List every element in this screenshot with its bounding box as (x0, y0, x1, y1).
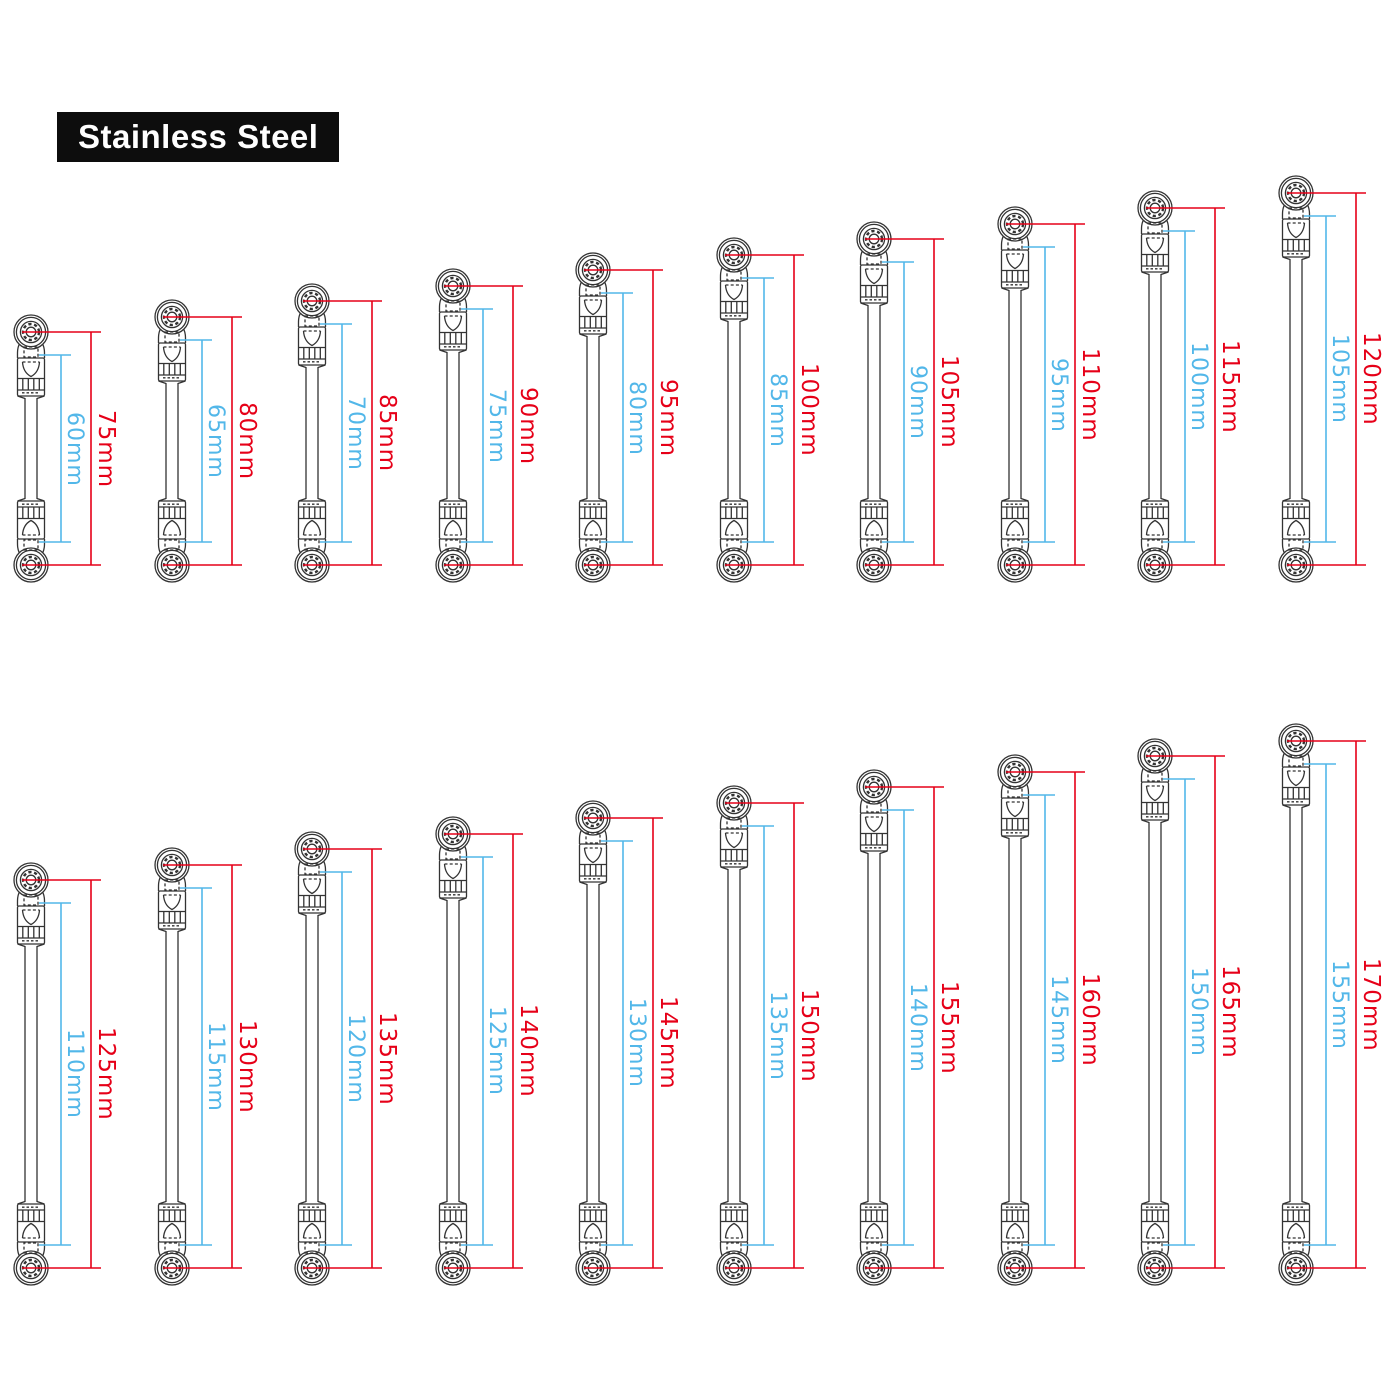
rod-linkage-drawing (282, 823, 392, 1294)
inner-length-label: 135mm (765, 991, 790, 1081)
linkage-linework (998, 755, 1032, 1285)
linkage-linework (1279, 176, 1313, 582)
inner-dimension-lines (180, 888, 212, 1245)
outer-dimension-lines (163, 317, 242, 565)
outer-dimension-lines (444, 834, 523, 1268)
inner-length-label: 80mm (624, 380, 649, 456)
inner-length-label: 145mm (1046, 975, 1071, 1065)
inner-length-label: 100mm (1186, 342, 1211, 432)
outer-length-label: 115mm (1217, 340, 1243, 434)
inner-length-label: 125mm (484, 1006, 509, 1096)
outer-length-label: 140mm (515, 1004, 541, 1098)
outer-length-label: 130mm (234, 1020, 260, 1114)
rod-linkage-drawing (282, 275, 392, 591)
outer-length-label: 100mm (796, 363, 822, 457)
rod-linkage-drawing (563, 244, 673, 591)
inner-dimension-lines (461, 857, 493, 1245)
inner-dimension-lines (39, 903, 71, 1245)
outer-dimension-lines (303, 301, 382, 565)
rod-linkage-drawing (1266, 715, 1376, 1294)
outer-dimension-lines (865, 239, 944, 565)
outer-dimension-lines (444, 286, 523, 565)
inner-dimension-lines (882, 810, 914, 1245)
outer-dimension-lines (584, 818, 663, 1268)
inner-length-label: 155mm (1327, 960, 1352, 1050)
rod-linkage-drawing (1, 854, 111, 1294)
inner-length-label: 65mm (203, 403, 228, 479)
outer-length-label: 135mm (374, 1012, 400, 1106)
linkage-linework (576, 801, 610, 1285)
outer-dimension-lines (163, 865, 242, 1268)
rod-linkage-drawing (1266, 167, 1376, 591)
outer-dimension-lines (584, 270, 663, 565)
inner-length-label: 110mm (62, 1029, 87, 1119)
inner-dimension-lines (180, 340, 212, 542)
linkage-linework (998, 207, 1032, 582)
inner-dimension-lines (1304, 764, 1336, 1245)
linkage-linework (295, 284, 329, 582)
title-badge: Stainless Steel (57, 112, 339, 162)
rod-linkage-drawing (563, 792, 673, 1294)
outer-length-label: 155mm (936, 981, 962, 1075)
rod-linkage-drawing (1, 306, 111, 591)
inner-dimension-lines (39, 355, 71, 542)
inner-length-label: 70mm (343, 395, 368, 471)
linkage-linework (857, 770, 891, 1285)
outer-dimension-lines (725, 803, 804, 1268)
rod-linkage-drawing (423, 808, 533, 1294)
outer-length-label: 160mm (1077, 973, 1103, 1067)
inner-dimension-lines (320, 324, 352, 542)
outer-dimension-lines (1006, 224, 1085, 565)
inner-dimension-lines (1023, 795, 1055, 1245)
inner-length-label: 105mm (1327, 334, 1352, 424)
linkage-linework (436, 269, 470, 582)
inner-length-label: 90mm (905, 364, 930, 440)
outer-dimension-lines (1006, 772, 1085, 1268)
outer-length-label: 110mm (1077, 348, 1103, 442)
outer-dimension-lines (22, 880, 101, 1268)
inner-dimension-lines (742, 278, 774, 542)
inner-dimension-lines (461, 309, 493, 542)
inner-dimension-lines (320, 872, 352, 1245)
rod-linkage-drawing (844, 213, 954, 591)
outer-length-label: 95mm (655, 378, 681, 458)
rod-linkage-drawing (704, 777, 814, 1294)
linkage-linework (14, 863, 48, 1285)
linkage-linework (717, 786, 751, 1285)
linkage-linework (576, 253, 610, 582)
inner-length-label: 95mm (1046, 357, 1071, 433)
linkage-linework (436, 817, 470, 1285)
inner-length-label: 140mm (905, 983, 930, 1073)
inner-length-label: 115mm (203, 1022, 228, 1112)
linkage-linework (857, 222, 891, 582)
outer-dimension-lines (1287, 193, 1366, 565)
outer-length-label: 170mm (1358, 958, 1384, 1052)
inner-length-label: 150mm (1186, 967, 1211, 1057)
outer-length-label: 125mm (93, 1027, 119, 1121)
rod-linkage-drawing (142, 839, 252, 1294)
outer-length-label: 85mm (374, 393, 400, 473)
outer-dimension-lines (303, 849, 382, 1268)
inner-dimension-lines (601, 293, 633, 542)
inner-length-label: 60mm (62, 411, 87, 487)
linkage-linework (155, 848, 189, 1285)
linkage-linework (717, 238, 751, 582)
inner-dimension-lines (1304, 216, 1336, 542)
inner-dimension-lines (882, 262, 914, 542)
linkage-linework (1138, 191, 1172, 582)
outer-length-label: 120mm (1358, 332, 1384, 426)
linkage-linework (14, 315, 48, 582)
rod-linkage-drawing (985, 746, 1095, 1294)
rod-linkage-drawing (142, 291, 252, 591)
outer-length-label: 75mm (93, 409, 119, 489)
linkage-linework (1138, 739, 1172, 1285)
inner-dimension-lines (1163, 779, 1195, 1245)
inner-dimension-lines (742, 826, 774, 1245)
outer-length-label: 90mm (515, 386, 541, 466)
rod-linkage-drawing (844, 761, 954, 1294)
linkage-linework (295, 832, 329, 1285)
outer-dimension-lines (1146, 208, 1225, 565)
inner-dimension-lines (1023, 247, 1055, 542)
outer-length-label: 150mm (796, 989, 822, 1083)
outer-length-label: 80mm (234, 401, 260, 481)
rod-linkage-drawing (1125, 182, 1235, 591)
inner-length-label: 75mm (484, 388, 509, 464)
outer-length-label: 105mm (936, 355, 962, 449)
inner-length-label: 130mm (624, 998, 649, 1088)
inner-dimension-lines (601, 841, 633, 1245)
outer-dimension-lines (1287, 741, 1366, 1268)
linkage-linework (1279, 724, 1313, 1285)
inner-dimension-lines (1163, 231, 1195, 542)
outer-length-label: 165mm (1217, 965, 1243, 1059)
rod-linkage-drawing (423, 260, 533, 591)
linkage-linework (155, 300, 189, 582)
rod-linkage-drawing (704, 229, 814, 591)
outer-dimension-lines (1146, 756, 1225, 1268)
inner-length-label: 120mm (343, 1014, 368, 1104)
outer-dimension-lines (725, 255, 804, 565)
rod-linkage-drawing (1125, 730, 1235, 1294)
outer-dimension-lines (22, 332, 101, 565)
outer-dimension-lines (865, 787, 944, 1268)
outer-length-label: 145mm (655, 996, 681, 1090)
inner-length-label: 85mm (765, 372, 790, 448)
rod-linkage-drawing (985, 198, 1095, 591)
